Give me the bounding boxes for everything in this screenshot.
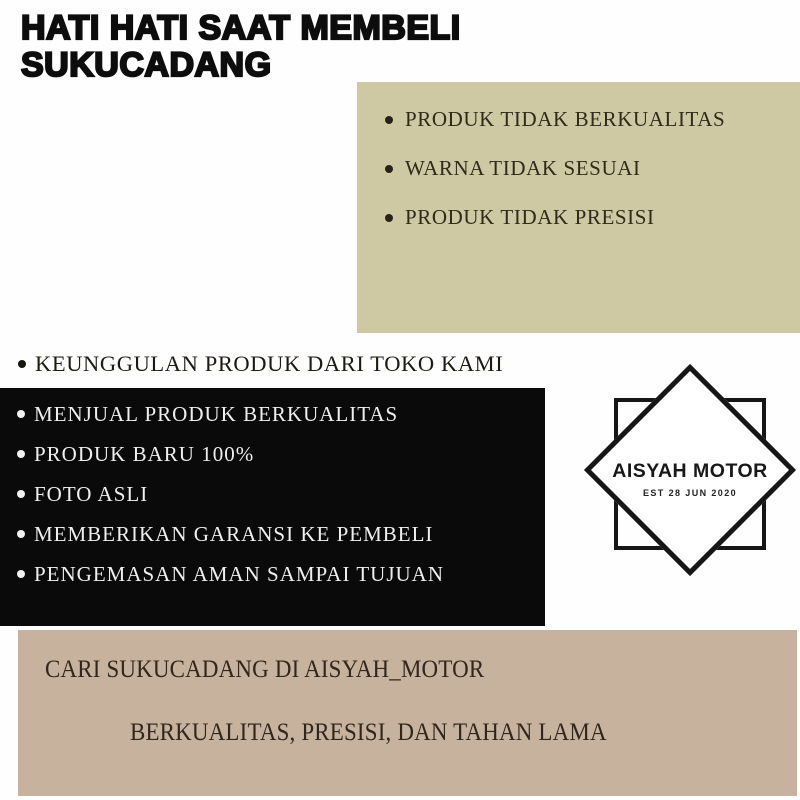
bullet-icon bbox=[385, 165, 393, 173]
poster-headline bbox=[21, 10, 661, 84]
bullet-icon bbox=[17, 410, 25, 418]
bullet-icon bbox=[18, 360, 26, 368]
advantage-item-label: PRODUK BARU 100% bbox=[34, 441, 255, 466]
risk-list bbox=[357, 82, 800, 242]
footer-line2: BERKUALITAS, PRESISI, DAN TAHAN LAMA bbox=[130, 717, 607, 746]
advantage-item-label: PENGEMASAN AMAN SAMPAI TUJUAN bbox=[34, 561, 444, 586]
advantage-item-label: MENJUAL PRODUK BERKUALITAS bbox=[34, 401, 399, 426]
headline-line1: HATI HATI SAAT MEMBELI bbox=[21, 9, 461, 47]
risk-item-label: PRODUK TIDAK PRESISI bbox=[405, 205, 655, 229]
list-item bbox=[17, 554, 545, 594]
bullet-icon bbox=[17, 490, 25, 498]
list-item bbox=[385, 193, 800, 242]
footer-box bbox=[18, 630, 797, 796]
risk-box bbox=[357, 82, 800, 333]
advantages-intro-row bbox=[18, 351, 503, 377]
logo-text bbox=[580, 460, 800, 498]
advantage-item-label: MEMBERIKAN GARANSI KE PEMBELI bbox=[34, 521, 434, 546]
list-item bbox=[17, 514, 545, 554]
shop-logo bbox=[580, 362, 800, 582]
bullet-icon bbox=[17, 450, 25, 458]
advantages-intro-label: KEUNGGULAN PRODUK DARI TOKO KAMI bbox=[35, 351, 504, 376]
logo-shop-name: AISYAH MOTOR bbox=[612, 460, 768, 482]
bullet-icon bbox=[17, 570, 25, 578]
list-item bbox=[17, 434, 545, 474]
risk-item-label: PRODUK TIDAK BERKUALITAS bbox=[405, 107, 726, 131]
headline-line2: SUKUCADANG bbox=[21, 46, 272, 84]
footer-line1: CARI SUKUCADANG DI AISYAH_MOTOR bbox=[45, 654, 485, 683]
advantages-box bbox=[0, 388, 545, 626]
list-item bbox=[385, 95, 800, 144]
logo-established-date: EST 28 JUN 2020 bbox=[642, 488, 738, 498]
advantages-list bbox=[0, 388, 545, 594]
list-item bbox=[17, 474, 545, 514]
risk-item-label: WARNA TIDAK SESUAI bbox=[405, 156, 641, 180]
bullet-icon bbox=[17, 530, 25, 538]
advantage-item-label: FOTO ASLI bbox=[34, 481, 149, 506]
bullet-icon bbox=[385, 116, 393, 124]
list-item bbox=[385, 144, 800, 193]
list-item bbox=[17, 394, 545, 434]
bullet-icon bbox=[385, 214, 393, 222]
